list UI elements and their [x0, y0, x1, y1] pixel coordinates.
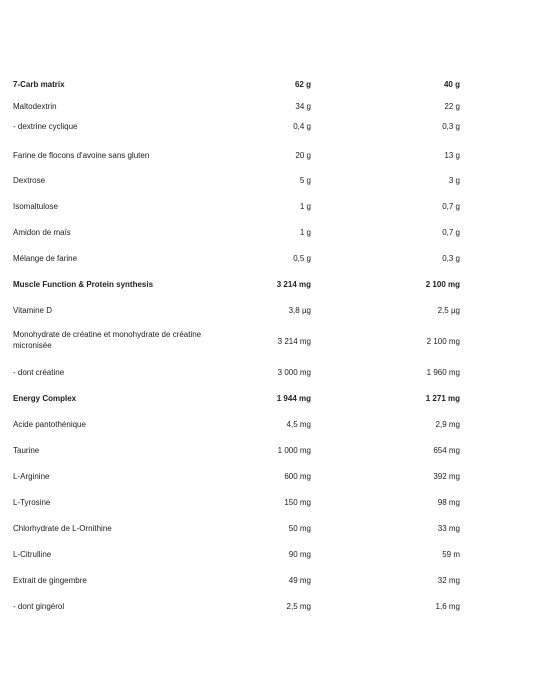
row-label: L-Tyrosine — [13, 498, 51, 507]
row-value-portion-1: 1 000 mg — [277, 446, 311, 455]
row-label: Chlorhydrate de L-Ornithine — [13, 524, 112, 533]
row-value-portion-2: 2,9 mg — [435, 420, 460, 429]
row-label: Maltodextrin — [13, 102, 57, 111]
row-value-portion-1: 1 g — [299, 202, 311, 211]
row-value-portion-2: 33 mg — [437, 524, 460, 533]
row-label: - dont gingérol — [13, 602, 65, 611]
row-label: Farine de flocons d'avoine sans gluten — [13, 151, 150, 160]
row-value-portion-1: 20 g — [295, 151, 311, 160]
row-value-portion-1: 3 214 mg — [277, 337, 311, 346]
row-value-portion-1: 600 mg — [284, 472, 311, 481]
row-value-portion-1: 0,4 g — [293, 122, 311, 131]
row-label: Vitamine D — [13, 306, 52, 315]
row-label: L-Arginine — [13, 472, 50, 481]
row-value-portion-2: 0,3 g — [442, 122, 460, 131]
row-value-portion-2: 0,3 g — [442, 254, 460, 263]
row-label: 7-Carb matrix — [13, 80, 65, 89]
row-value-portion-2: 0,7 g — [442, 202, 460, 211]
row-value-portion-2: 13 g — [444, 151, 460, 160]
row-label: Energy Complex — [13, 394, 77, 403]
row-value-portion-2: 654 mg — [433, 446, 460, 455]
row-label: Amidon de maïs — [13, 228, 71, 237]
row-value-portion-1: 3,8 µg — [288, 306, 311, 315]
row-value-portion-1: 4,5 mg — [286, 420, 311, 429]
row-value-portion-1: 49 mg — [288, 576, 311, 585]
row-label: Mélange de farine — [13, 254, 78, 263]
row-value-portion-2: 2 100 mg — [426, 337, 460, 346]
row-value-portion-1: 150 mg — [284, 498, 311, 507]
row-value-portion-1: 90 mg — [288, 550, 311, 559]
row-value-portion-2: 32 mg — [437, 576, 460, 585]
row-value-portion-2: 59 m — [442, 550, 460, 559]
row-label: L-Citrulline — [13, 550, 52, 559]
row-value-portion-2: 392 mg — [433, 472, 460, 481]
row-value-portion-1: 1 g — [299, 228, 311, 237]
row-label: - dont créatine — [13, 368, 65, 377]
row-label: Taurine — [13, 446, 40, 455]
row-value-portion-2: 40 g — [443, 80, 460, 89]
row-value-portion-2: 22 g — [444, 102, 460, 111]
row-value-portion-2: 1 960 mg — [426, 368, 460, 377]
row-value-portion-1: 5 g — [299, 176, 311, 185]
row-value-portion-2: 1 271 mg — [425, 394, 460, 403]
row-label: Monohydrate de créatine et monohydrate de créatine micronisée — [13, 330, 202, 350]
row-value-portion-1: 1 944 mg — [276, 394, 311, 403]
row-value-portion-1: 62 g — [294, 80, 311, 89]
row-value-portion-1: 3 214 mg — [276, 280, 311, 289]
row-value-portion-2: 1,6 mg — [435, 602, 460, 611]
row-label: - dextrine cyclique — [13, 122, 78, 131]
row-value-portion-2: 2,5 µg — [437, 306, 460, 315]
row-value-portion-1: 34 g — [295, 102, 311, 111]
row-value-portion-2: 2 100 mg — [425, 280, 460, 289]
row-value-portion-2: 98 mg — [437, 498, 460, 507]
row-value-portion-1: 50 mg — [288, 524, 311, 533]
row-value-portion-2: 3 g — [448, 176, 460, 185]
row-label: Isomaltulose — [13, 202, 58, 211]
row-label: Muscle Function & Protein synthesis — [13, 280, 154, 289]
row-value-portion-1: 2,5 mg — [286, 602, 311, 611]
row-value-portion-1: 3 000 mg — [277, 368, 311, 377]
row-label: Extrait de gingembre — [13, 576, 87, 585]
row-value-portion-1: 0,5 g — [293, 254, 311, 263]
row-label: Dextrose — [13, 176, 46, 185]
row-value-portion-2: 0,7 g — [442, 228, 460, 237]
row-label: Acide pantothénique — [13, 420, 86, 429]
